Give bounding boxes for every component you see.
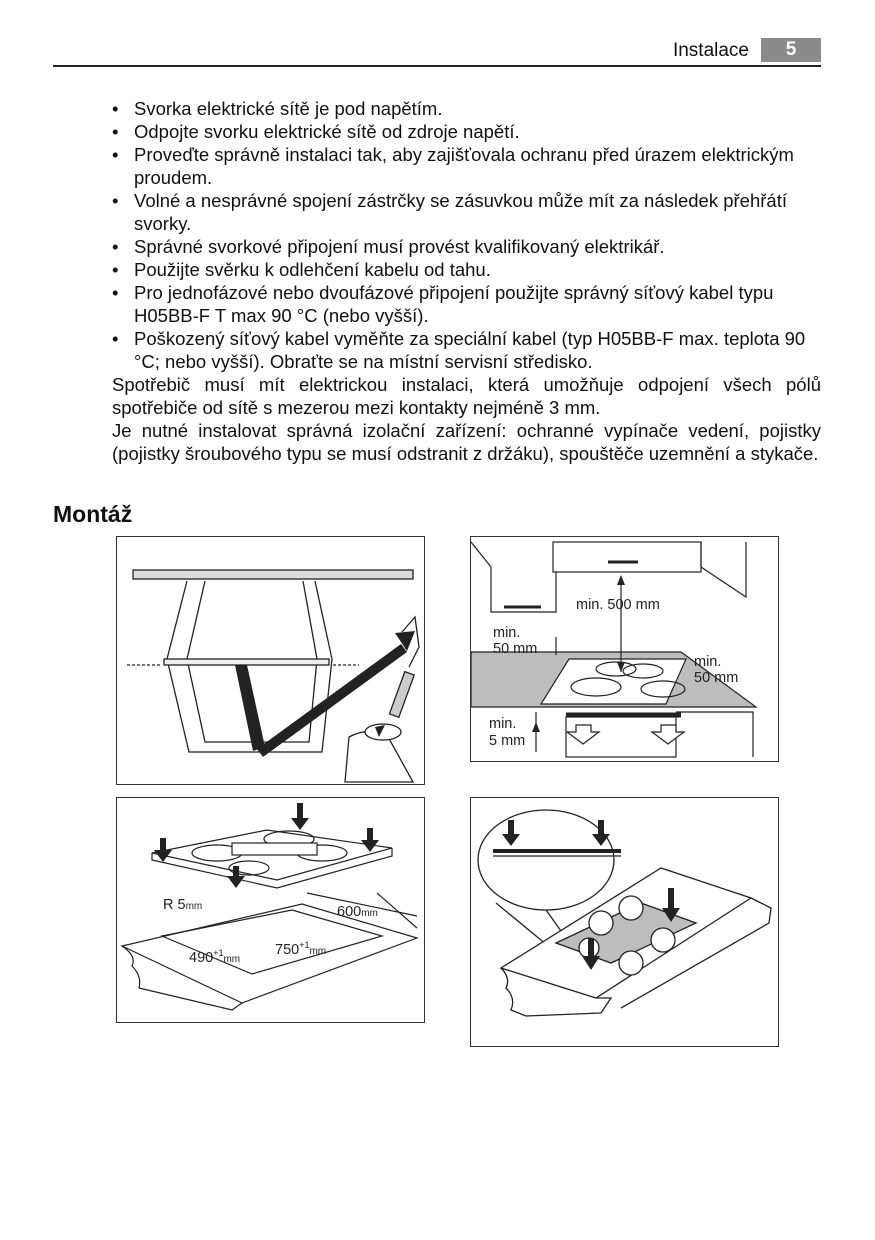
cutout-radius-label: R 5mm: [163, 897, 203, 913]
safety-bullet-list: [112, 97, 821, 373]
figure-cutout-dimensions: [116, 797, 425, 1023]
figure-clearances: [470, 536, 779, 762]
cabinet-insertion-illustration: [117, 537, 425, 785]
clearance-bottom-label-2: 5 mm: [489, 733, 526, 749]
clearance-back-label-1: min.: [493, 625, 521, 641]
clearance-back-label-2: 50 mm: [493, 641, 538, 657]
page-number-badge: 5: [761, 38, 821, 62]
list-item: • Pro jednofázové nebo dvoufázové připojení použijte správný síťový kabel typu H05BB-F T max 90 °C (nebo vyšší).: [112, 281, 821, 327]
paragraph-isolation: Je nutné instalovat správná izolační zařízení: ochranné vypínače vedení, pojistky (pojistky šroubového typu se musí odstranit z držáku), spouštěče uzemnění a stykače.: [112, 420, 821, 464]
cutout-depth-label: 600mm: [337, 904, 378, 920]
hob-seating-illustration: [471, 798, 779, 1047]
header-title: Instalace: [672, 40, 749, 61]
list-item: • Proveďte správně instalaci tak, aby zajišťovala ochranu před úrazem elektrickým proudem.: [112, 143, 821, 189]
clearance-side-label-2: 50 mm: [694, 670, 739, 686]
list-item: • Použijte svěrku k odlehčení kabelu od tahu.: [112, 258, 821, 281]
list-item: • Poškozený síťový kabel vyměňte za speciální kabel (typ H05BB-F max. teplota 90 °C; nebo vyšší). Obraťte se na místní servisní středisko.: [112, 327, 821, 373]
cutout-width-label: $490^{+1}mm$: [189, 948, 241, 966]
paragraph-disconnection: Spotřebič musí mít elektrickou instalaci, která umožňuje odpojení všech pólů spotřebiče od sítě s mezerou mezi kontakty nejméně 3 mm.: [112, 374, 821, 418]
list-item: • Volné a nesprávné spojení zástrčky se zásuvkou může mít za následek přehřátí svorky.: [112, 189, 821, 235]
clearance-side-label-1: min.: [694, 654, 722, 670]
clearance-top-label: min. 500 mm: [576, 597, 660, 613]
section-title: Montáž: [53, 501, 133, 527]
figure-cabinet-insertion: [116, 536, 425, 785]
page-header: [53, 38, 821, 66]
clearance-bottom-label-1: min.: [489, 716, 517, 732]
body-text: [112, 97, 821, 465]
list-item: • Správné svorkové připojení musí provést kvalifikovaný elektrikář.: [112, 235, 821, 258]
cutout-length-label: $750^{+1}mm$: [275, 940, 327, 958]
list-item: • Odpojte svorku elektrické sítě od zdroje napětí.: [112, 120, 821, 143]
list-item: • Svorka elektrické sítě je pod napětím.: [112, 97, 821, 120]
header-divider: [53, 65, 821, 67]
figure-hob-seating: [470, 797, 779, 1047]
